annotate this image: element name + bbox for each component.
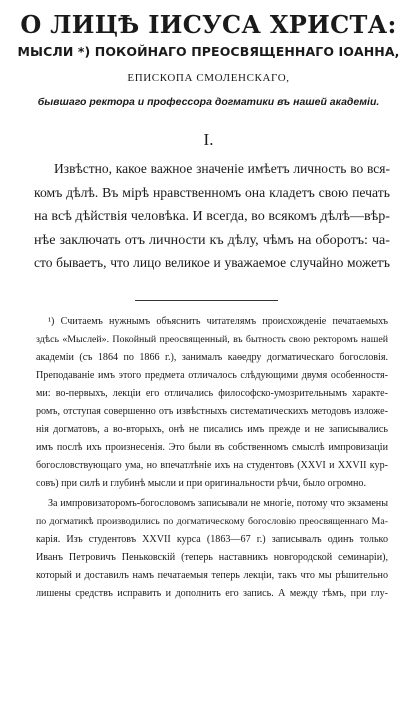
body-line: комъ дѣлѣ. Въ мірѣ нравственномъ она кладетъ свою печать: [34, 185, 390, 200]
footnote-line: лишены средствъ исправить и дополнить его запись. А между тѣмъ, при глу-: [36, 588, 388, 599]
footnote-line: по догматикѣ производились по догматическому богословію преосвященнаго Ма-: [36, 516, 388, 527]
footnote-line: богословствующаго ума, но впечатлѣніе ихъ на студентовъ (XXVI и XXVII кур-: [36, 460, 388, 471]
section-number: I.: [203, 130, 214, 149]
footnote-line: имъ послѣ ихъ произнесенія. Это были въ собственномъ смыслѣ импровизаціи: [36, 442, 388, 453]
footnote-line: ромъ, отступая совершенно отъ извѣстныхъ систематическихъ методовъ изложе-: [36, 406, 388, 417]
footnote-line: Иванъ Петровичъ Пеньковскій (теперь наставникъ новгородской семинаріи),: [36, 552, 388, 563]
body-line: нѣе заключать отъ личности къ дѣлу, чѣмъ на оборотъ: ча-: [34, 232, 390, 248]
page-title: О ЛИЦѢ ІИСУСА ХРИСТА:: [20, 10, 397, 39]
footnote-line: За импровизаторомъ-богословомъ записывали не многіе, потому что экзамены: [48, 498, 388, 509]
footnote-line: академіи (съ 1864 по 1866 г.), занималъ каѳедру догматическаго богословія.: [36, 352, 388, 363]
footnote-line: карія. Изъ студентовъ XXVII курса (1863—67 г.) записывалъ одинъ только: [36, 534, 388, 545]
footnote-line: Преподаваніе имъ этого предмета отличалось слѣдующими двумя особенностя-: [36, 370, 388, 381]
author-position: бывшаго ректора и профессора догматики въ нашей академіи.: [37, 96, 380, 108]
body-line: сто бываетъ, что лицо великое и уважаемое случайно можетъ: [34, 255, 390, 270]
body-line: на всѣ дѣйствія человѣка. И всегда, во всякомъ дѣлѣ—вѣр-: [34, 208, 390, 224]
footnote-line: ми: во-первыхъ, лекціи его отличались философско-умозрительнымъ характе-: [36, 388, 388, 399]
footnote-line: ¹) Считаемъ нужнымъ объяснить читателямъ происхожденіе печатаемыхъ: [48, 316, 388, 327]
footnote-line: здѣсь «Мыслей». Покойный преосвященный, въ бытность свою ректоромъ нашей: [36, 334, 388, 345]
footnote-line: совъ) при силѣ и глубинѣ мысли и при оригинальности рѣчи, было огромно.: [36, 478, 366, 489]
body-line: Извѣстно, какое важное значеніе имѣетъ личность во вся-: [54, 161, 390, 176]
footnote-line: нія догматовъ, а во-вторыхъ, онѣ не писались имъ прежде и не записывались: [36, 424, 388, 435]
footnote-divider: [135, 300, 278, 301]
page-subtitle: МЫСЛИ *) ПОКОЙНАГО ПРЕОСВЯЩЕННАГО ІОАННА,: [17, 44, 400, 59]
footnote-line: который и доставилъ намъ печатаемыя теперь лекціи, такъ что мы рѣшительно: [36, 570, 388, 581]
author-title: ЕПИСКОПА СМОЛЕНСКАГО,: [127, 72, 290, 84]
